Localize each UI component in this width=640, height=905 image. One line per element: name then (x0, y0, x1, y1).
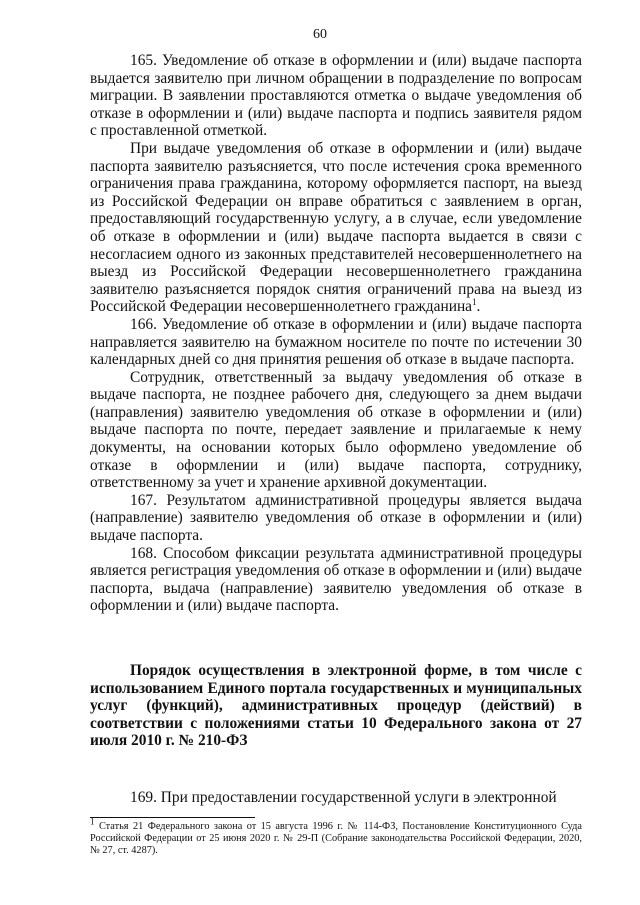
footnote (90, 816, 582, 857)
footnote-marker: 1 (90, 816, 95, 827)
footnote-reference[interactable]: 1 (472, 297, 477, 308)
body-text (90, 52, 582, 615)
paragraph-168: 168. Способом фиксации результата административной процедуры является регистрация уведомления об отказе в оформлении и (или) выдаче паспорта, выдача (направление) заявителю уведомления об отказе в оформлении и (или) выдаче паспорта. (90, 544, 582, 615)
footnote-text: Статья 21 Федерального закона от 15 августа 1996 г. № 114-ФЗ, Постановление Конституционного Суда Российской Федерации от 25 июня 2020 г. № 29-П (Собрание законодательства Российской Федерации, 2020, № 27, ст. 4287). (90, 821, 582, 856)
paragraph-165-explanation (90, 140, 582, 316)
paragraph-167: 167. Результатом административной процедуры является выдача (направление) заявителю уведомления об отказе в оформлении и (или) выдаче паспорта. (90, 491, 582, 545)
paragraph-165: 165. Уведомление об отказе в оформлении и (или) выдаче паспорта выдается заявителю при личном обращении в подразделение по вопросам миграции. В заявлении проставляются отметка о выдаче уведомления об отказе в оформлении и (или) выдаче паспорта и подпись заявителя рядом с проставленной отметкой. (90, 52, 582, 140)
footnote-divider (90, 817, 255, 818)
section-heading: Порядок осуществления в электронной форме, в том числе с использованием Единого портала государственных и муниципальных услуг (функций), административных процедур (действий) в соответствии с положениями статьи 10 Федерального закона от 27 июля 2010 г. № 210-ФЗ (90, 662, 582, 750)
paragraph-text: При выдаче уведомления об отказе в оформлении и (или) выдаче паспорта заявителю разъясняется, что после истечения срока временного ограничения права гражданина, которому оформляется паспорт, на выезд из Российской Федерации он вправе обратиться с заявлением в орган, предоставляющий государственную услугу, а в случае, если уведомление об отказе в оформлении и (или) выдаче паспорта выдается в связи с несогласием одного из законных представителей несовершеннолетнего на выезд из Российской Федерации несовершеннолетнего гражданина заявителю разъясняется порядок снятия ограничений права на выезд из Российской Федерации несовершеннолетнего гражданина (90, 139, 582, 316)
paragraph-166: 166. Уведомление об отказе в оформлении и (или) выдаче паспорта направляется заявителю на бумажном носителе по почте по истечении 30 календарных дней со дня принятия решения об отказе в выдаче паспорта. (90, 315, 582, 369)
page-number: 60 (313, 27, 327, 42)
paragraph-end: . (476, 298, 481, 316)
paragraph-169: 169. При предоставлении государственной услуги в электронной (130, 789, 557, 806)
paragraph-166-officer: Сотрудник, ответственный за выдачу уведомления об отказе в выдаче паспорта, не позднее рабочего дня, следующего за днем выдачи (направления) заявителю уведомления об отказе в оформлении и (или) выдаче паспорта по почте, передает заявление и прилагаемые к нему документы, на основании которых было оформлено уведомление об отказе в оформлении и (или) выдаче паспорта, сотруднику, ответственному за учет и хранение архивной документации. (90, 368, 582, 492)
